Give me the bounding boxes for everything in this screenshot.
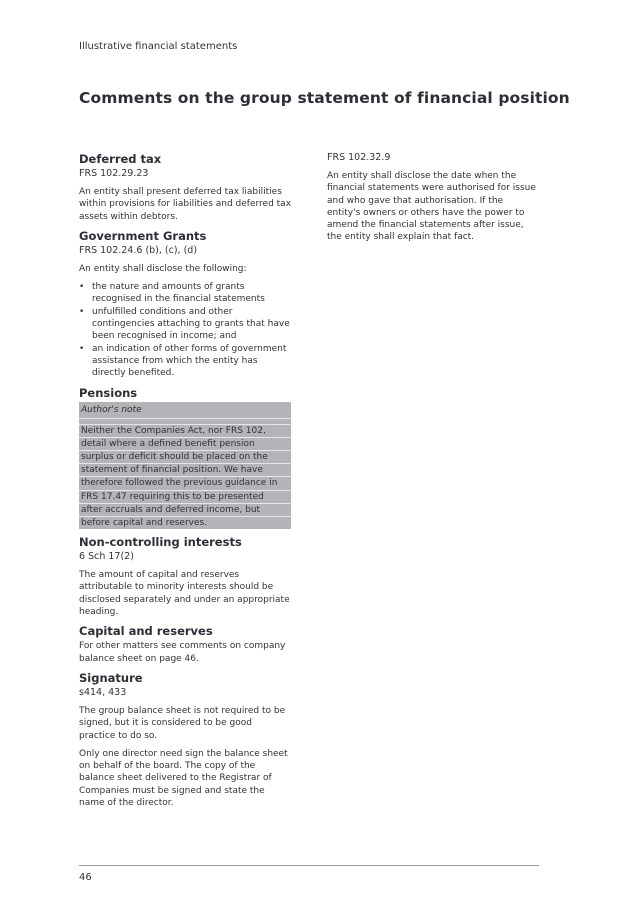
section-heading: Signature xyxy=(79,670,143,685)
list-item: • unfulfilled conditions and other contingencies attaching to grants that have been recognised in income; and xyxy=(79,306,290,342)
section-heading: Government Grants xyxy=(79,228,207,243)
note-line: Neither the Companies Act, nor FRS 102, xyxy=(79,424,291,438)
note-line: FRS 17.47 requiring this to be presented xyxy=(79,491,291,504)
paragraph: An entity shall disclose the date when the financial statements were authorised for issue and who gave that authorisation. If the entity's owners or others have the power to amend the financial statements after issue, the entity shall explain that fact. xyxy=(327,171,536,243)
reference: FRS 102.29.23 xyxy=(79,168,149,179)
note-line: therefore followed the previous guidance in xyxy=(79,477,291,490)
authors-note-box xyxy=(79,402,291,530)
section-heading: Pensions xyxy=(79,385,138,400)
footer-divider xyxy=(79,865,539,866)
reference: FRS 102.24.6 (b), (c), (d) xyxy=(79,244,198,256)
bullet-list xyxy=(79,281,291,379)
section-signature xyxy=(79,671,291,809)
note-line: after accruals and deferred income, but xyxy=(79,504,291,517)
paragraph: The amount of capital and reserves attributable to minority interests should be disclosed separately and under an appropriate heading. xyxy=(79,570,290,618)
note-line: surplus or deficit should be placed on the xyxy=(79,451,291,464)
section-heading: Non-controlling interests xyxy=(79,535,242,550)
note-line: detail where a defined benefit pension xyxy=(79,438,291,451)
section-non-controlling-interests xyxy=(79,535,291,618)
reference: 6 Sch 17(2) xyxy=(79,551,134,563)
section-government-grants xyxy=(79,229,291,380)
list-item: • the nature and amounts of grants recognised in the financial statements xyxy=(79,282,265,305)
bullet-icon: • xyxy=(79,306,85,317)
paragraph: The group balance sheet is not required to be signed, but it is considered to be good practice to do so. xyxy=(79,705,286,741)
right-column xyxy=(327,152,539,250)
paragraph: An entity shall disclose the following: xyxy=(79,263,247,274)
bullet-icon: • xyxy=(79,282,85,293)
page-number: 46 xyxy=(79,872,92,883)
page-title: Comments on the group statement of financial position xyxy=(79,89,570,107)
reference: FRS 102.32.9 xyxy=(327,152,391,163)
left-column xyxy=(79,152,291,815)
paragraph: An entity shall present deferred tax liabilities within provisions for liabilities and deferred tax assets within debtors. xyxy=(79,187,292,222)
section-pensions xyxy=(79,386,291,530)
section-deferred-tax xyxy=(79,152,291,223)
bullet-icon: • xyxy=(79,343,85,354)
reference: s414, 433 xyxy=(79,686,127,698)
paragraph: For other matters see comments on company balance sheet on page 46. xyxy=(79,641,286,664)
running-header: Illustrative financial statements xyxy=(79,41,238,52)
note-line: before capital and reserves. xyxy=(81,517,208,528)
section-heading: Deferred tax xyxy=(79,152,162,166)
section-heading: Capital and reserves xyxy=(79,624,213,639)
note-line: statement of financial position. We have xyxy=(79,464,291,477)
note-title: Author's note xyxy=(79,402,291,419)
list-item: • an indication of other forms of government assistance from which the entity has directly benefited. xyxy=(79,343,287,379)
section-capital-and-reserves xyxy=(79,624,291,665)
paragraph: Only one director need sign the balance sheet on behalf of the board. The copy of the balance sheet delivered to the Registrar of Companies must be signed and state the name of the director. xyxy=(79,748,288,809)
